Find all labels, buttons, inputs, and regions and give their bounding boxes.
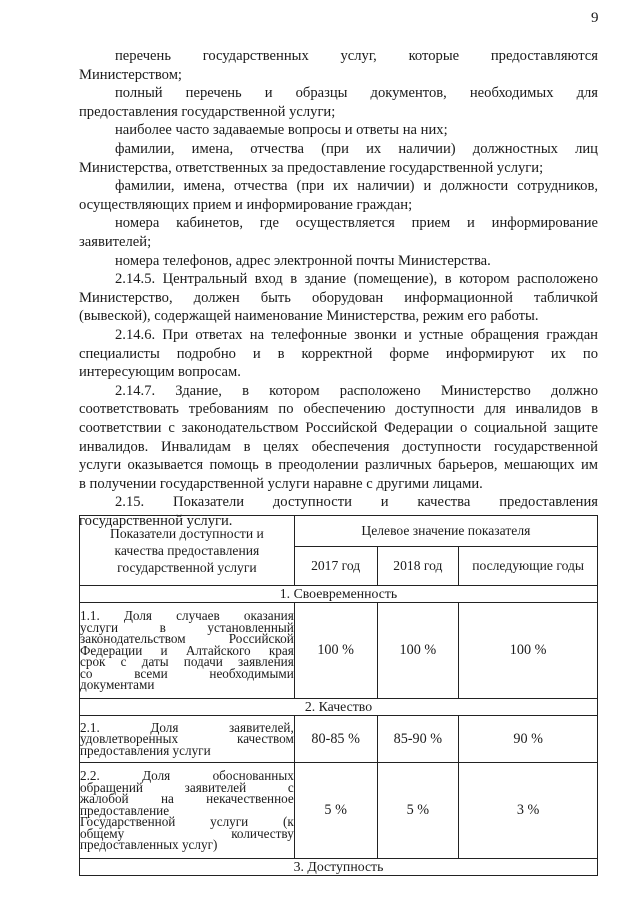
- indicator-value: 100 %: [377, 603, 459, 699]
- text-line: инвалидов. Инвалидам в целях обеспечения доступности государственной: [79, 438, 598, 455]
- indicators-table: [79, 515, 598, 876]
- text-line: наиболее часто задаваемые вопросы и ответы на них;: [115, 122, 448, 139]
- indicator-value: 5 %: [377, 763, 459, 859]
- indicator-label: [80, 716, 295, 763]
- header-line: качества предоставления: [114, 543, 260, 558]
- text-line: соответствовать требованиям по обеспечению доступности для инвалидов в: [79, 401, 598, 418]
- indicator-value: 5 %: [294, 763, 377, 859]
- indicator-label-line: удовлетворенных качеством: [80, 731, 294, 747]
- header-line: Показатели доступности и: [110, 526, 264, 541]
- text-line: предоставления государственной услуги;: [79, 103, 336, 120]
- indicator-label-line: общему количеству: [80, 825, 294, 841]
- indicator-label-line: документами: [80, 677, 155, 693]
- section-header: 2. Качество: [80, 699, 598, 716]
- text-line: (вывеской), содержащей наименование Министерства, режим его работы.: [79, 308, 539, 325]
- indicator-value: 100 %: [459, 603, 598, 699]
- text-line: в получении государственной услуги наравне с другими лицами.: [79, 475, 483, 492]
- indicator-label-line: Государственной услуги (к: [80, 814, 294, 830]
- text-line: полный перечень и образцы документов, необходимых для: [115, 85, 598, 102]
- indicator-value: 80-85 %: [294, 716, 377, 763]
- header-indicators: [80, 516, 295, 586]
- indicator-label-line: законодательством Российской: [80, 631, 294, 647]
- text-line: государственной услуги.: [79, 513, 233, 529]
- section-header: 1. Своевременность: [80, 586, 598, 603]
- text-line: осуществляющих прием и информирование граждан;: [79, 196, 413, 213]
- text-line: Министерства, ответственных за предоставление государственной услуги;: [79, 159, 544, 176]
- table-row: [80, 716, 598, 763]
- section-header: 3. Доступность: [80, 859, 598, 876]
- indicator-value: 85-90 %: [377, 716, 459, 763]
- text-line: фамилии, имена, отчества (при их наличии) и должности сотрудников,: [115, 178, 598, 195]
- text-line: 2.14.6. При ответах на телефонные звонки и устные обращения граждан: [115, 327, 598, 343]
- indicator-value: 100 %: [294, 603, 377, 699]
- indicator-label-line: 2.1. Доля заявителей,: [80, 719, 294, 735]
- indicator-label-line: жалобой на некачественное: [80, 791, 294, 807]
- indicator-label-line: предоставления услуги: [80, 742, 211, 758]
- text-line: номера телефонов, адрес электронной почты Министерства.: [115, 252, 491, 269]
- indicator-label-line: 1.1. Доля случаев оказания: [80, 608, 294, 624]
- indicator-value: 3 %: [459, 763, 598, 859]
- text-line: специалисты подробно и в корректной форме информируют их по: [79, 345, 598, 362]
- indicator-label-line: обращений заявителей с: [80, 779, 294, 795]
- indicator-label: [80, 603, 295, 699]
- text-line: соответствии с законодательством Российской Федерации о социальной защите: [79, 420, 598, 436]
- indicator-label: [80, 763, 295, 859]
- table-row: [80, 763, 598, 859]
- text-line: Министерством;: [79, 66, 182, 83]
- header-target-value: Целевое значение показателя: [294, 516, 597, 547]
- text-line: интересующим вопросам.: [79, 364, 241, 381]
- text-line: услуги оказывается помощь в преодолении различных барьеров, мешающих им: [79, 457, 598, 474]
- indicator-value: 90 %: [459, 716, 598, 763]
- text-line: 2.14.7. Здание, в котором расположено Министерство должно: [115, 382, 598, 399]
- header-line: государственной услуги: [117, 560, 257, 575]
- text-line: фамилии, имена, отчества (при их наличии) должностных лиц: [115, 141, 598, 157]
- header-year: 2018 год: [377, 547, 459, 586]
- indicator-label-line: Федерации и Алтайского края: [80, 642, 294, 658]
- header-year: 2017 год: [294, 547, 377, 586]
- text-line: Министерство, должен быть оборудован информационной табличкой: [79, 289, 598, 306]
- indicator-label-line: услуги в установленный: [80, 619, 294, 635]
- indicator-label-line: 2.2. Доля обоснованных: [80, 768, 294, 784]
- indicator-label-line: предоставленных услуг): [80, 837, 218, 853]
- text-line: перечень государственных услуг, которые предоставляются: [115, 48, 598, 64]
- indicator-label-line: со всеми необходимыми: [80, 665, 294, 681]
- text-line: номера кабинетов, где осуществляется прием и информирование: [115, 215, 598, 232]
- page-number: 9: [591, 10, 599, 26]
- indicator-label-line: срок с даты подачи заявления: [80, 654, 294, 670]
- indicator-label-line: предоставление: [80, 802, 170, 818]
- text-line: заявителей;: [79, 234, 152, 250]
- header-year: последующие годы: [459, 547, 598, 586]
- table-row: [80, 603, 598, 699]
- text-line: 2.14.5. Центральный вход в здание (помещение), в котором расположено: [115, 271, 598, 288]
- text-line: 2.15. Показатели доступности и качества предоставления: [115, 494, 598, 511]
